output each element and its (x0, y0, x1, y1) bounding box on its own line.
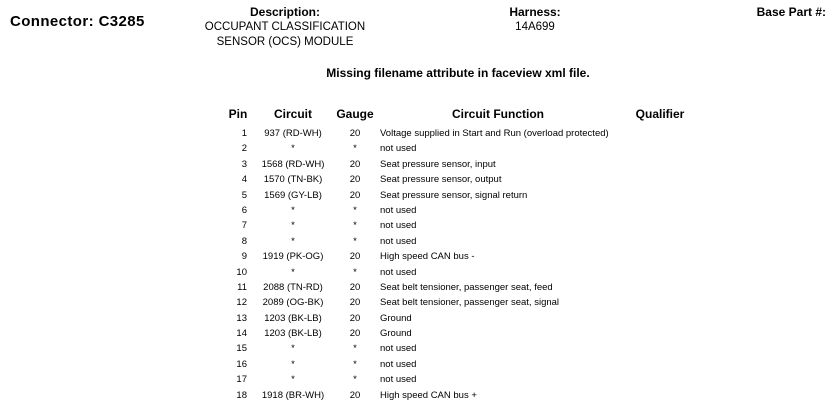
pin-number: 9 (241, 251, 247, 263)
description-label: Description: (249, 5, 320, 19)
pin-row (224, 218, 700, 233)
pin-number: 6 (241, 204, 247, 216)
pin-row (224, 265, 700, 280)
circuit-id: 2088 (TN-RD) (263, 281, 323, 293)
circuit-function: Voltage supplied in Start and Run (overload protected) (380, 128, 609, 139)
qualifier-value (620, 357, 700, 372)
pin-row (224, 141, 700, 156)
circuit-id: * (291, 358, 295, 370)
qualifier-value (620, 295, 700, 310)
qualifier-value (620, 326, 700, 341)
pin-number: 5 (241, 189, 247, 201)
pin-table-body (224, 126, 700, 403)
pin-number: 11 (237, 281, 247, 293)
wire-gauge: * (353, 235, 357, 247)
qualifier-value (620, 188, 700, 203)
circuit-id: * (291, 343, 295, 355)
wire-gauge: 20 (349, 328, 361, 340)
pin-table (224, 106, 700, 403)
wire-gauge: 20 (349, 251, 361, 263)
qualifier-value (620, 341, 700, 356)
pin-number: 17 (236, 374, 247, 386)
column-header-pin: Pin (228, 107, 248, 121)
qualifier-value (620, 172, 700, 187)
circuit-function: High speed CAN bus - (380, 251, 475, 263)
circuit-function: not used (380, 235, 417, 247)
base-part-label: Base Part #: (756, 5, 826, 19)
pin-row (224, 311, 700, 326)
circuit-id: 1919 (PK-OG) (262, 251, 324, 263)
qualifier-value (620, 218, 700, 233)
pin-number: 10 (236, 266, 247, 278)
pin-row (224, 249, 700, 264)
qualifier-value (620, 388, 700, 403)
circuit-function: not used (380, 266, 417, 278)
circuit-id: * (291, 235, 295, 247)
pin-row (224, 172, 700, 187)
circuit-function: Seat pressure sensor, output (380, 174, 502, 186)
circuit-function: not used (380, 358, 417, 370)
qualifier-value (620, 203, 700, 218)
circuit-id: * (291, 143, 295, 155)
pin-number: 16 (236, 358, 247, 370)
pin-table-header (224, 106, 700, 122)
qualifier-value (620, 280, 700, 295)
wire-gauge: 20 (349, 389, 361, 401)
wire-gauge: * (353, 358, 357, 370)
pin-row (224, 280, 700, 295)
description-line-2: SENSOR (OCS) MODULE (216, 36, 354, 48)
wire-gauge: * (353, 266, 357, 278)
circuit-id: 1569 (GY-LB) (264, 189, 322, 201)
qualifier-value (620, 249, 700, 264)
base-part-block (757, 5, 826, 20)
pin-number: 7 (241, 220, 247, 232)
pin-row (224, 326, 700, 341)
circuit-function: Ground (380, 328, 412, 340)
qualifier-value (620, 141, 700, 156)
circuit-function: not used (380, 374, 417, 386)
wire-gauge: * (353, 343, 357, 355)
pin-row (224, 341, 700, 356)
qualifier-value (620, 311, 700, 326)
circuit-id: 1918 (BR-WH) (261, 389, 325, 401)
circuit-id: 1570 (TN-BK) (263, 174, 323, 186)
wire-gauge: * (353, 374, 357, 386)
circuit-function: Seat pressure sensor, signal return (380, 189, 528, 201)
wire-gauge: * (353, 220, 357, 232)
pin-number: 2 (241, 143, 247, 155)
circuit-id: 2089 (OG-BK) (262, 297, 324, 309)
circuit-id: * (291, 266, 295, 278)
qualifier-value (620, 126, 700, 141)
pin-row (224, 126, 700, 141)
pin-row (224, 157, 700, 172)
circuit-id: 937 (RD-WH) (264, 128, 322, 139)
wire-gauge: 20 (349, 174, 361, 186)
pin-number: 1 (241, 128, 247, 139)
pin-number: 8 (241, 235, 247, 247)
wire-gauge: 20 (349, 158, 361, 170)
harness-block (465, 5, 605, 35)
circuit-id: * (291, 204, 295, 216)
pin-row (224, 188, 700, 203)
circuit-id: 1568 (RD-WH) (261, 158, 325, 170)
column-header-qualifier: Qualifier (635, 107, 685, 121)
pin-row (224, 388, 700, 403)
circuit-function: Seat pressure sensor, input (380, 158, 496, 170)
pin-number: 14 (236, 328, 247, 340)
circuit-id: * (291, 374, 295, 386)
column-header-function: Circuit Function (452, 107, 544, 121)
connector-title: Connector: C3285 (10, 13, 145, 30)
circuit-function: not used (380, 343, 417, 355)
circuit-id: 1203 (BK-LB) (264, 312, 322, 324)
circuit-function: not used (380, 204, 417, 216)
circuit-id: 1203 (BK-LB) (264, 328, 322, 340)
qualifier-value (620, 265, 700, 280)
harness-value: 14A699 (515, 21, 555, 33)
faceview-warning-text: Missing filename attribute in faceview xml file. (326, 66, 590, 80)
wire-gauge: 20 (349, 281, 361, 293)
column-header-gauge: Gauge (336, 107, 374, 121)
pin-number: 3 (241, 158, 247, 170)
harness-label: Harness: (509, 5, 561, 19)
circuit-function: not used (380, 220, 417, 232)
pin-row (224, 372, 700, 387)
qualifier-value (620, 372, 700, 387)
wire-gauge: 20 (349, 189, 361, 201)
pin-row (224, 203, 700, 218)
pin-row (224, 357, 700, 372)
circuit-function: Seat belt tensioner, passenger seat, feed (380, 281, 553, 293)
pin-number: 15 (236, 343, 247, 355)
wire-gauge: * (353, 143, 357, 155)
pin-row (224, 234, 700, 249)
wire-gauge: 20 (349, 297, 361, 309)
pin-row (224, 295, 700, 310)
circuit-function: High speed CAN bus + (380, 389, 477, 401)
circuit-function: Seat belt tensioner, passenger seat, signal (380, 297, 560, 309)
circuit-function: Ground (380, 312, 412, 324)
pin-number: 12 (236, 297, 247, 309)
pin-number: 4 (241, 174, 247, 186)
wire-gauge: 20 (349, 312, 361, 324)
circuit-id: * (291, 220, 295, 232)
pin-number: 18 (236, 389, 247, 401)
pin-number: 13 (236, 312, 247, 324)
description-block (150, 5, 420, 50)
column-header-circuit: Circuit (273, 107, 312, 121)
qualifier-value (620, 234, 700, 249)
circuit-function: not used (380, 143, 417, 155)
qualifier-value (620, 157, 700, 172)
wire-gauge: 20 (349, 128, 361, 139)
wire-gauge: * (353, 204, 357, 216)
description-line-1: OCCUPANT CLASSIFICATION (204, 21, 366, 33)
